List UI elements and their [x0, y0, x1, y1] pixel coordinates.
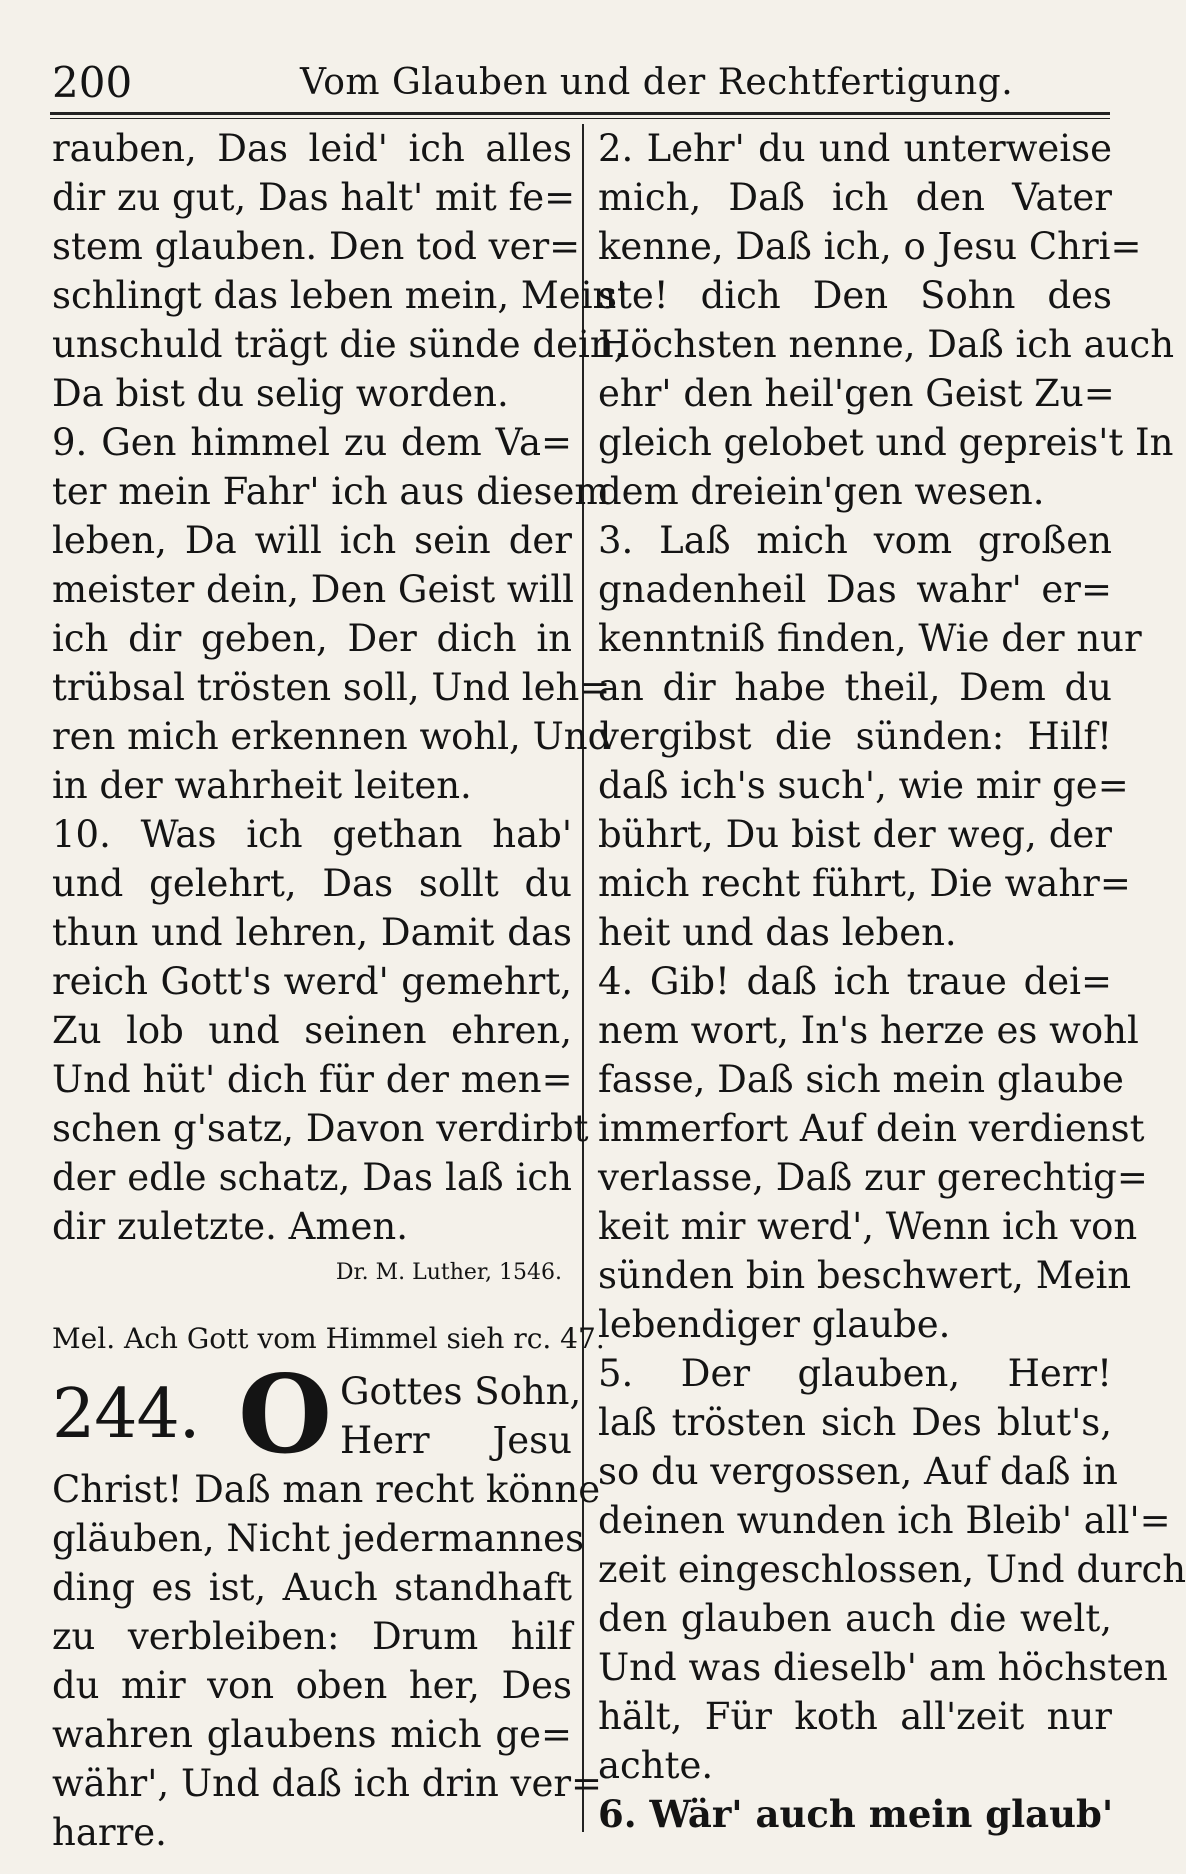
text-line: thun und lehren, Damit das [52, 911, 572, 954]
text-line: meister dein, Den Geist will [52, 568, 575, 611]
text-line: an dir habe theil, Dem du [598, 666, 1112, 709]
hymn-244-verse-1 [52, 1465, 603, 1857]
text-line: 3. Laß mich vom großen [598, 519, 1112, 562]
left-column-verses [52, 124, 627, 1251]
text-line: schen g'satz, Davon verdirbt [52, 1107, 589, 1150]
text-line: in der wahrheit leiten. [52, 764, 472, 807]
text-line: 2. Lehr' du und unterweise [598, 127, 1112, 170]
text-line: reich Gott's werd' gemehrt, [52, 960, 572, 1003]
text-line: gleich gelobet und gepreis't In [598, 421, 1174, 464]
text-line: kenntniß finden, Wie der nur [598, 617, 1142, 660]
text-line: dem dreiein'gen wesen. [598, 470, 1045, 513]
hymn-number: 244. [52, 1375, 200, 1454]
text-line: nem wort, In's herze es wohl [598, 1009, 1139, 1052]
left-column [52, 124, 627, 1857]
text-line: keit mir werd', Wenn ich von [598, 1205, 1138, 1248]
text-line: gnadenheil Das wahr' er= [598, 568, 1112, 611]
text-line: ding es ist, Auch standhaft [52, 1566, 572, 1609]
text-line: Christ! Daß man recht könne [52, 1468, 601, 1511]
text-line: 4. Gib! daß ich traue dei= [598, 960, 1112, 1003]
text-line: bührt, Du bist der weg, der [598, 813, 1112, 856]
text-line: Herr Jesu [340, 1419, 572, 1462]
catchline: 6. Wär' auch mein glaub' [598, 1792, 1114, 1836]
text-line: deinen wunden ich Bleib' all'= [598, 1499, 1171, 1542]
hymn-heading [52, 1352, 582, 1478]
text-line: lebendiger glaube. [598, 1303, 951, 1346]
text-line: mich, Daß ich den Vater [598, 176, 1112, 219]
running-title: Vom Glauben und der Rechtfertigung. [300, 62, 1014, 103]
text-line: stem glauben. Den tod ver= [52, 225, 581, 268]
text-line: so du vergossen, Auf daß in [598, 1450, 1118, 1493]
text-line: währ', Und daß ich drin ver= [52, 1762, 603, 1805]
text-line: Zu lob und seinen ehren, [52, 1009, 572, 1052]
text-line: und gelehrt, Das sollt du [52, 862, 572, 905]
text-line: dir zu gut, Das halt' mit fe= [52, 176, 576, 219]
text-line: verlasse, Daß zur gerechtig= [598, 1156, 1148, 1199]
text-line: gläuben, Nicht jedermannes [52, 1517, 585, 1560]
text-line: heit und das leben. [598, 911, 957, 954]
text-line: ter mein Fahr' ich aus diesem [52, 470, 610, 513]
text-line: rauben, Das leid' ich alles [52, 127, 572, 170]
text-line: immerfort Auf dein verdienst [598, 1107, 1145, 1150]
text-line: Und hüt' dich für der men= [52, 1058, 573, 1101]
melody-reference: Mel. Ach Gott vom Himmel sieh rc. 47. [52, 1322, 605, 1355]
header-rule-thin [50, 118, 1110, 119]
text-line: ste! dich Den Sohn des [598, 274, 1112, 317]
text-line: trübsal trösten soll, Und leh= [52, 666, 611, 709]
drop-cap: O [238, 1352, 333, 1478]
text-line: achte. [598, 1744, 714, 1787]
header-rule [50, 112, 1110, 115]
text-line: zu verbleiben: Drum hilf [52, 1615, 572, 1658]
text-line: ich dir geben, Der dich in [52, 617, 572, 660]
hymn-first-lines [340, 1367, 582, 1465]
text-line: ren mich erkennen wohl, Und [52, 715, 612, 758]
text-line: sünden bin beschwert, Mein [598, 1254, 1132, 1297]
text-line: schlingt das leben mein, Mein' [52, 274, 627, 317]
hymn-attribution: Dr. M. Luther, 1546. [335, 1260, 562, 1285]
text-line: ehr' den heil'gen Geist Zu= [598, 372, 1115, 415]
text-line: 9. Gen himmel zu dem Va= [52, 421, 572, 464]
right-column-verses [598, 124, 1186, 1790]
text-line: Höchsten nenne, Daß ich auch [598, 323, 1175, 366]
text-line: Und was dieselb' am höchsten [598, 1646, 1168, 1689]
text-line: harre. [52, 1811, 167, 1854]
text-line: unschuld trägt die sünde dein, [52, 323, 626, 366]
text-line: leben, Da will ich sein der [52, 519, 572, 562]
text-line: Da bist du selig worden. [52, 372, 509, 415]
text-line: 10. Was ich gethan hab' [52, 813, 572, 856]
text-line: daß ich's such', wie mir ge= [598, 764, 1129, 807]
text-line: mich recht führt, Die wahr= [598, 862, 1131, 905]
text-line: den glauben auch die welt, [598, 1597, 1112, 1640]
page-number: 200 [52, 58, 133, 107]
text-line: 5. Der glauben, Herr! [598, 1352, 1112, 1395]
text-line: fasse, Daß sich mein glaube [598, 1058, 1124, 1101]
text-line: dir zuletzte. Amen. [52, 1205, 408, 1248]
text-line: zeit eingeschlossen, Und durch [598, 1548, 1186, 1591]
text-line: wahren glaubens mich ge= [52, 1713, 572, 1756]
text-line: hält, Für koth all'zeit nur [598, 1695, 1112, 1738]
text-line: Gottes Sohn, [340, 1370, 582, 1413]
text-line: der edle schatz, Das laß ich [52, 1156, 572, 1199]
text-line: laß trösten sich Des blut's, [598, 1401, 1112, 1444]
text-line: du mir von oben her, Des [52, 1664, 572, 1707]
text-line: kenne, Daß ich, o Jesu Chri= [598, 225, 1142, 268]
right-column [598, 124, 1186, 1839]
column-divider [582, 124, 584, 1832]
text-line: vergibst die sünden: Hilf! [598, 715, 1112, 758]
